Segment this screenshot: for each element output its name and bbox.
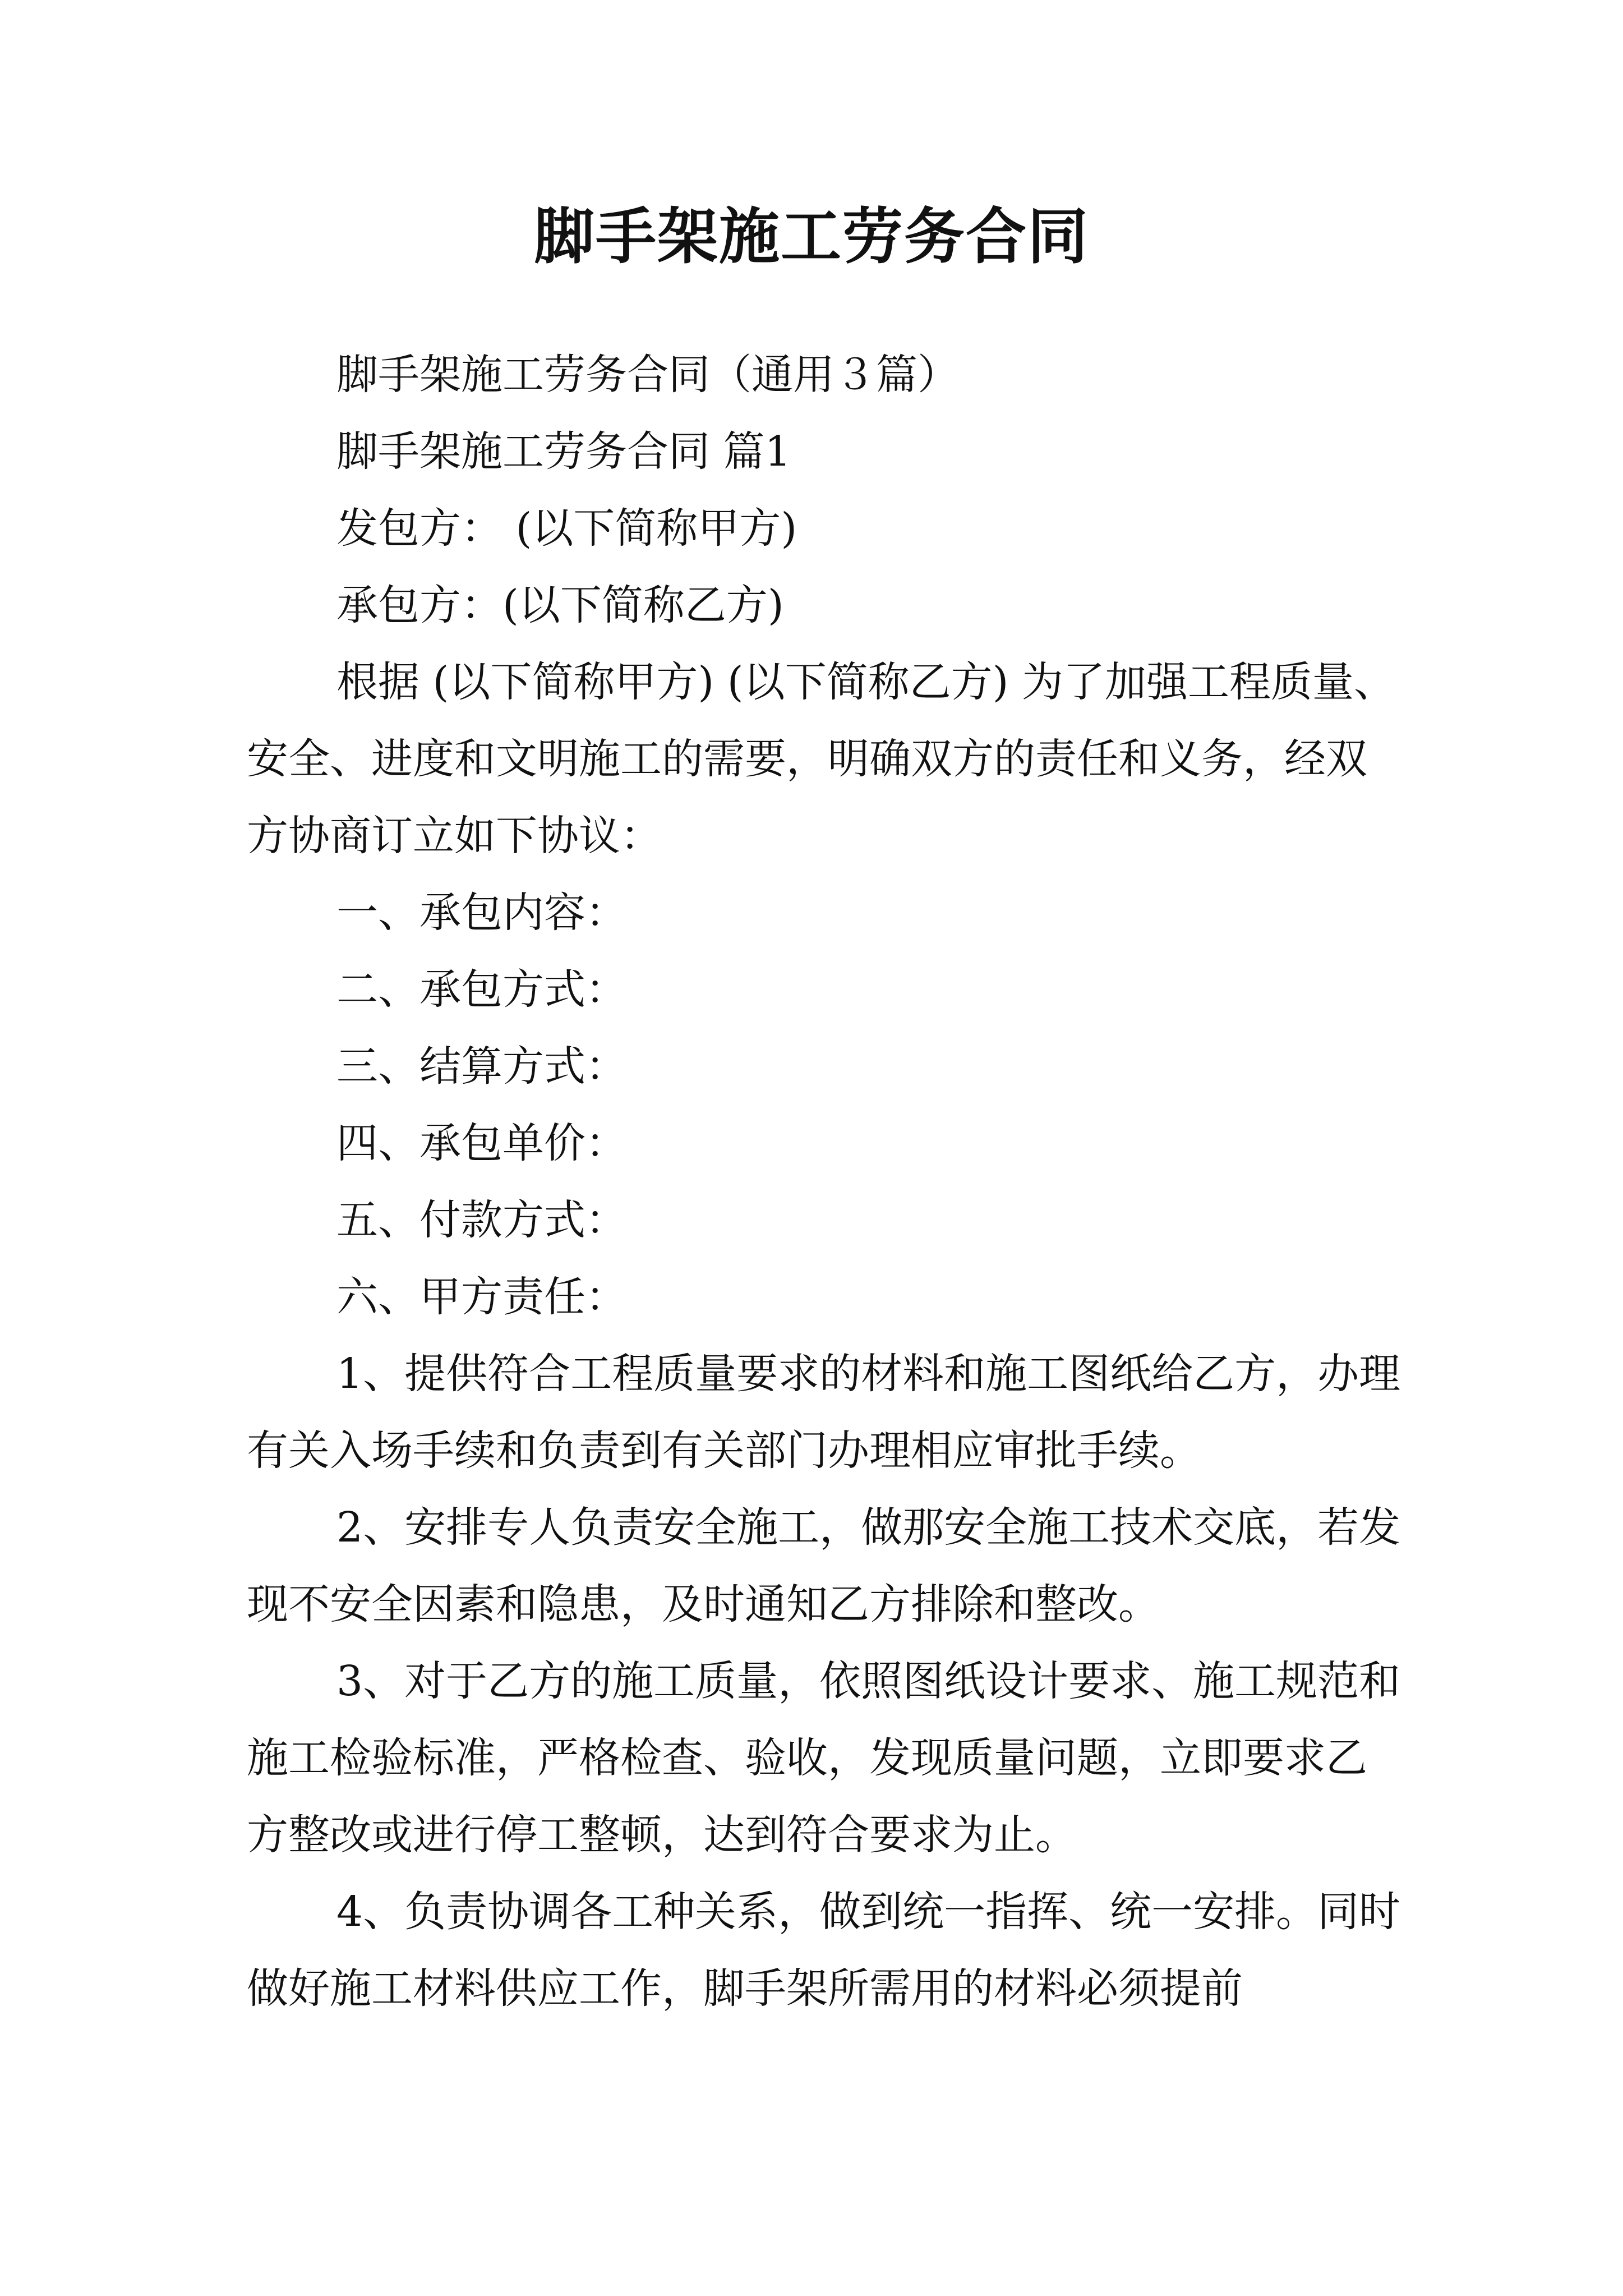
- paragraph-section-heading: 脚手架施工劳务合同 篇1: [336, 427, 791, 476]
- paragraph-item-2: 2、安排专人负责安全施工，做那安全施工技术交底，若发现不安全因素和隐患，及时通知乙方排除和整改。: [247, 1503, 1401, 1628]
- paragraph-party-a: 发包方： (以下简称甲方): [336, 504, 797, 553]
- paragraph-item-3: 3、对于乙方的施工质量，依照图纸设计要求、施工规范和施工检验标准，严格检查、验收，发现质量问题，立即要求乙方整改或进行停工整顿，达到符合要求为止。: [247, 1657, 1401, 1859]
- document-body: [247, 337, 1402, 2027]
- paragraph-clause-5: 五、付款方式：: [336, 1196, 627, 1244]
- paragraph-clause-3: 三、结算方式：: [336, 1042, 627, 1091]
- paragraph-party-b: 承包方：(以下简称乙方): [336, 581, 784, 629]
- paragraph-clause-2: 二、承包方式：: [336, 965, 627, 1014]
- document-title: 脚手架施工劳务合同: [533, 201, 1089, 272]
- paragraph-subtitle: 脚手架施工劳务合同（通用３篇）: [336, 351, 959, 399]
- paragraph-item-4: 4、负责协调各工种关系，做到统一指挥、统一安排。同时做好施工材料供应工作，脚手架所需用的材料必须提前: [247, 1888, 1401, 2013]
- paragraph-preamble: 根据 (以下简称甲方) (以下简称乙方) 为了加强工程质量、安全、进度和文明施工的需要，明确双方的责任和义务，经双方协商订立如下协议：: [247, 658, 1396, 860]
- paragraph-clause-4: 四、承包单价：: [336, 1119, 627, 1167]
- paragraph-clause-1: 一、承包内容：: [336, 889, 627, 937]
- paragraph-clause-6: 六、甲方责任：: [336, 1273, 627, 1321]
- paragraph-item-1: 1、提供符合工程质量要求的材料和施工图纸给乙方，办理 有关入场手续和负责到有关部门办理相应审批手续。: [247, 1350, 1401, 1475]
